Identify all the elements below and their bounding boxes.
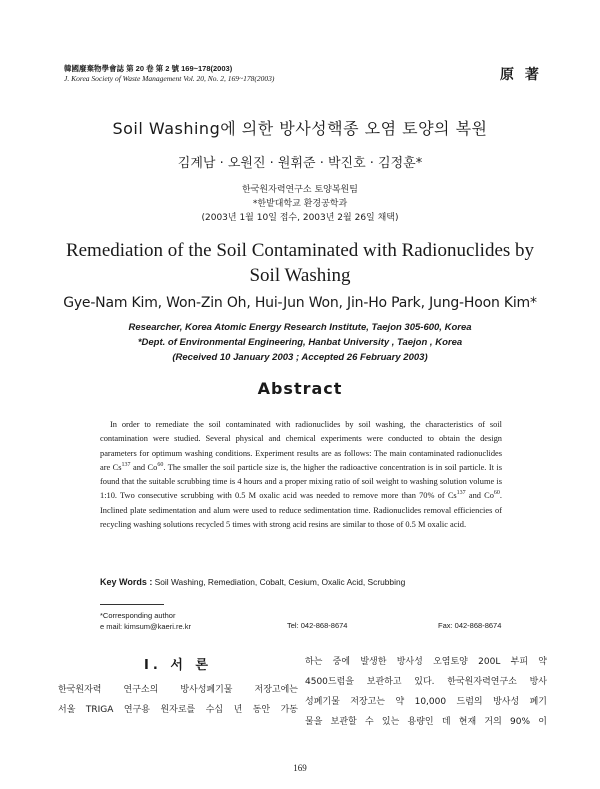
english-title-line-2: Soil Washing: [249, 265, 351, 286]
page-number: 169: [293, 763, 307, 773]
keywords: [100, 577, 405, 587]
korean-title: Soil Washing에 의한 방사성핵종 오염 토양의 복원: [112, 119, 488, 138]
korean-authors: 김계남 · 오원진 · 원휘준 · 박진호 · 김정훈*: [177, 156, 423, 171]
english-title-line-1: Remediation of the Soil Contaminated with Radionuclides by: [65, 240, 535, 261]
korean-affiliation-1: 한국원자력연구소 토양복원팀: [242, 185, 358, 195]
corresponding-author-label: *Corresponding author: [100, 611, 176, 620]
korean-received-dates: (2003년 1월 10일 접수, 2003년 2월 26일 채택): [201, 213, 399, 223]
footnote-divider: [100, 604, 164, 605]
journal-name-korean: 韓國廢棄物學會誌 第 20 卷 第 2 號 169~178(2003): [64, 64, 233, 73]
korean-affiliation-2: *한밭대학교 환경공학과: [252, 199, 348, 209]
keywords-label: Key Words :: [100, 577, 153, 587]
body-right-column: [305, 652, 547, 732]
body-line: 한국원자력 연구소의 방사성폐기물 저장고에는: [58, 685, 298, 695]
corresponding-author-note: [100, 610, 191, 632]
paper-type-label: 原 著: [500, 67, 542, 83]
corresponding-tel: Tel: 042-868-8674: [287, 621, 348, 630]
english-authors: Gye-Nam Kim, Won-Zin Oh, Hui-Jun Won, Jin-Ho Park, Jung-Hoon Kim*: [63, 295, 537, 311]
body-line: 서울 TRIGA 연구용 원자로를 수십 년 동안 가동: [58, 705, 298, 715]
body-line: 하는 중에 발생한 방사성 오염토양 200L 부피 약: [305, 657, 547, 667]
abstract-body: In order to remediate the soil contaminated with radionuclides by soil washing, the characteristics of soil contamination were studied. Several physical and chemical experiments were conducted to obtain the design parameters for optimum washing conditions. Experiment results are as follows: The main contaminated radionuclides are Cs$^{137}$ and Co$^{60}$. The smaller the soil particle size is, the higher the radioactive concentration is in soil particle. It is found that the suitable scrubbing time is 4 hours and a proper mixing ratio of soil weight to washing solution volume is 1:10. Two consecutive scrubbing with 0.5 M oxalic acid was needed to remove more than 70% of Cs$^{137}$ and Co$^{60}$. Inclined plate sedimentation and alum were used to reduce sedimentation time. Radionuclides removal efficiencies of recycling washing solutions recycled 5 times with strong acid resins are similar to those of 0.5 M oxalic acid.: [100, 420, 502, 530]
body-left-column: [58, 680, 298, 720]
corresponding-email: e mail: kimsum@kaeri.re.kr: [100, 622, 191, 631]
english-title: [40, 238, 560, 288]
english-received-dates: (Received 10 January 2003 ; Accepted 26 February 2003): [172, 352, 428, 363]
body-line: 물을 보관할 수 있는 용량인 데 현재 거의 90% 이: [305, 717, 547, 727]
english-affiliation-1: Researcher, Korea Atomic Energy Research Institute, Taejon 305-600, Korea: [128, 322, 472, 333]
corresponding-fax: Fax: 042-868-8674: [438, 621, 502, 630]
journal-header: [64, 64, 274, 84]
section-heading-introduction: Ⅰ. 서 론: [144, 658, 212, 673]
journal-name-english: J. Korea Society of Waste Management Vol. 20, No. 2, 169~178(2003): [64, 74, 275, 83]
body-line: 성폐기물 저장고는 약 10,000 드럼의 방사성 폐기: [305, 697, 547, 707]
abstract-heading: Abstract: [257, 379, 343, 398]
keywords-text: Soil Washing, Remediation, Cobalt, Cesium, Oxalic Acid, Scrubbing: [154, 577, 406, 587]
body-line: 4500드럼을 보관하고 있다. 한국원자력연구소 방사: [305, 677, 547, 687]
english-affiliation-2: *Dept. of Environmental Engineering, Hanbat University , Taejon , Korea: [137, 337, 463, 348]
